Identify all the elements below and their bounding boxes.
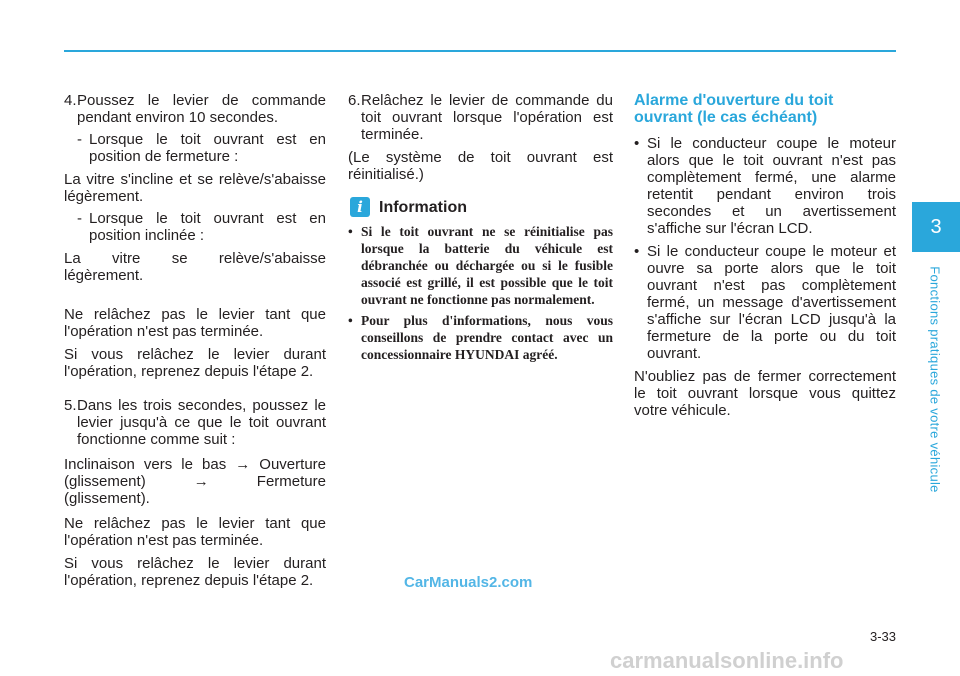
info-body (348, 223, 613, 363)
top-rule (64, 50, 896, 52)
page-number: 3-33 (869, 629, 896, 644)
step-number: 6. (348, 92, 361, 109)
paragraph: Ne relâchez pas le levier tant que l'opération n'est pas terminée. (64, 306, 326, 340)
info-header (348, 197, 613, 217)
info-bullet (348, 312, 613, 363)
step-subtext: (Le système de toit ouvrant est réinitialisé.) (348, 149, 613, 183)
paragraph: N'oubliez pas de fermer correctement le toit ouvrant lorsque vous quittez votre véhicule. (634, 368, 896, 419)
step-text: Dans les trois secondes, poussez le levier jusqu'à ce que le toit ouvrant fonctionne comme suit : (77, 397, 326, 448)
chapter-tab: 3 (912, 202, 960, 252)
step-5 (64, 397, 326, 448)
chapter-title-vertical (920, 250, 950, 508)
section-heading: Alarme d'ouverture du toit ouvrant (le cas échéant) (634, 92, 834, 126)
dash-item-closed (77, 131, 326, 165)
dash-mark: - (77, 131, 82, 148)
step-text: Poussez le levier de commande pendant environ 10 secondes. (77, 92, 326, 126)
left-column (64, 92, 326, 589)
dash-text: Lorsque le toit ouvrant est en position inclinée : (89, 210, 326, 244)
info-icon: i (350, 197, 370, 217)
chapter-title: Fonctions pratiques de votre véhicule (927, 265, 943, 493)
list-item (634, 135, 896, 237)
info-bullet-text: Pour plus d'informations, nous vous conseillons de prendre contact avec un concessionnaire HYUNDAI agréé. (361, 313, 613, 362)
dash-text: Lorsque le toit ouvrant est en position de fermeture : (89, 131, 326, 165)
watermark: CarManuals2.com (404, 574, 533, 591)
dash-mark: - (77, 210, 82, 227)
middle-column (348, 92, 613, 363)
step-number: 4. (64, 92, 77, 109)
bullet-mark: • (634, 243, 640, 260)
bullet-mark: • (348, 224, 353, 239)
right-column (634, 92, 896, 419)
list-item (634, 243, 896, 362)
info-bullet-text: Si le toit ouvrant ne se réinitialise pas lorsque la batterie du véhicule est débranchée ou déchargée ou si le fusible associé est grillé, il est possible que le toit ouvrant ne fonctionne pas normalement. (361, 224, 613, 307)
info-title: Information (379, 198, 467, 216)
paragraph: Si vous relâchez le levier durant l'opération, reprenez depuis l'étape 2. (64, 555, 326, 589)
step-subtext: Inclinaison vers le bas → Ouverture (glissement) → Fermeture (glissement). (64, 456, 326, 507)
bullet-text: Si le conducteur coupe le moteur alors que le toit ouvrant n'est pas complètement fermé, une alarme retentit pendant environ trois secondes et un avertissement s'affiche sur l'écran LCD. (647, 135, 896, 237)
step-text: Relâchez le levier de commande du toit ouvrant lorsque l'opération est terminée. (361, 92, 613, 143)
paragraph: Si vous relâchez le levier durant l'opération, reprenez depuis l'étape 2. (64, 346, 326, 380)
step-4 (64, 92, 326, 126)
step-6 (348, 92, 613, 143)
step-number: 5. (64, 397, 77, 414)
footer-watermark: carmanualsonline.info (610, 648, 844, 673)
bullet-mark: • (348, 313, 353, 328)
dash-item-tilted (77, 210, 326, 244)
bullet-text: Si le conducteur coupe le moteur et ouvre sa porte alors que le toit ouvrant n'est pas complètement fermé, un message d'avertissement s'affiche sur l'écran LCD jusqu'à la fermeture de la porte ou du toit ouvrant. (647, 243, 896, 362)
dash-subtext: La vitre s'incline et se relève/s'abaisse légèrement. (64, 171, 326, 205)
info-bullet (348, 223, 613, 308)
paragraph: Ne relâchez pas le levier tant que l'opération n'est pas terminée. (64, 515, 326, 549)
bullet-mark: • (634, 135, 640, 152)
dash-subtext: La vitre se relève/s'abaisse légèrement. (64, 250, 326, 284)
